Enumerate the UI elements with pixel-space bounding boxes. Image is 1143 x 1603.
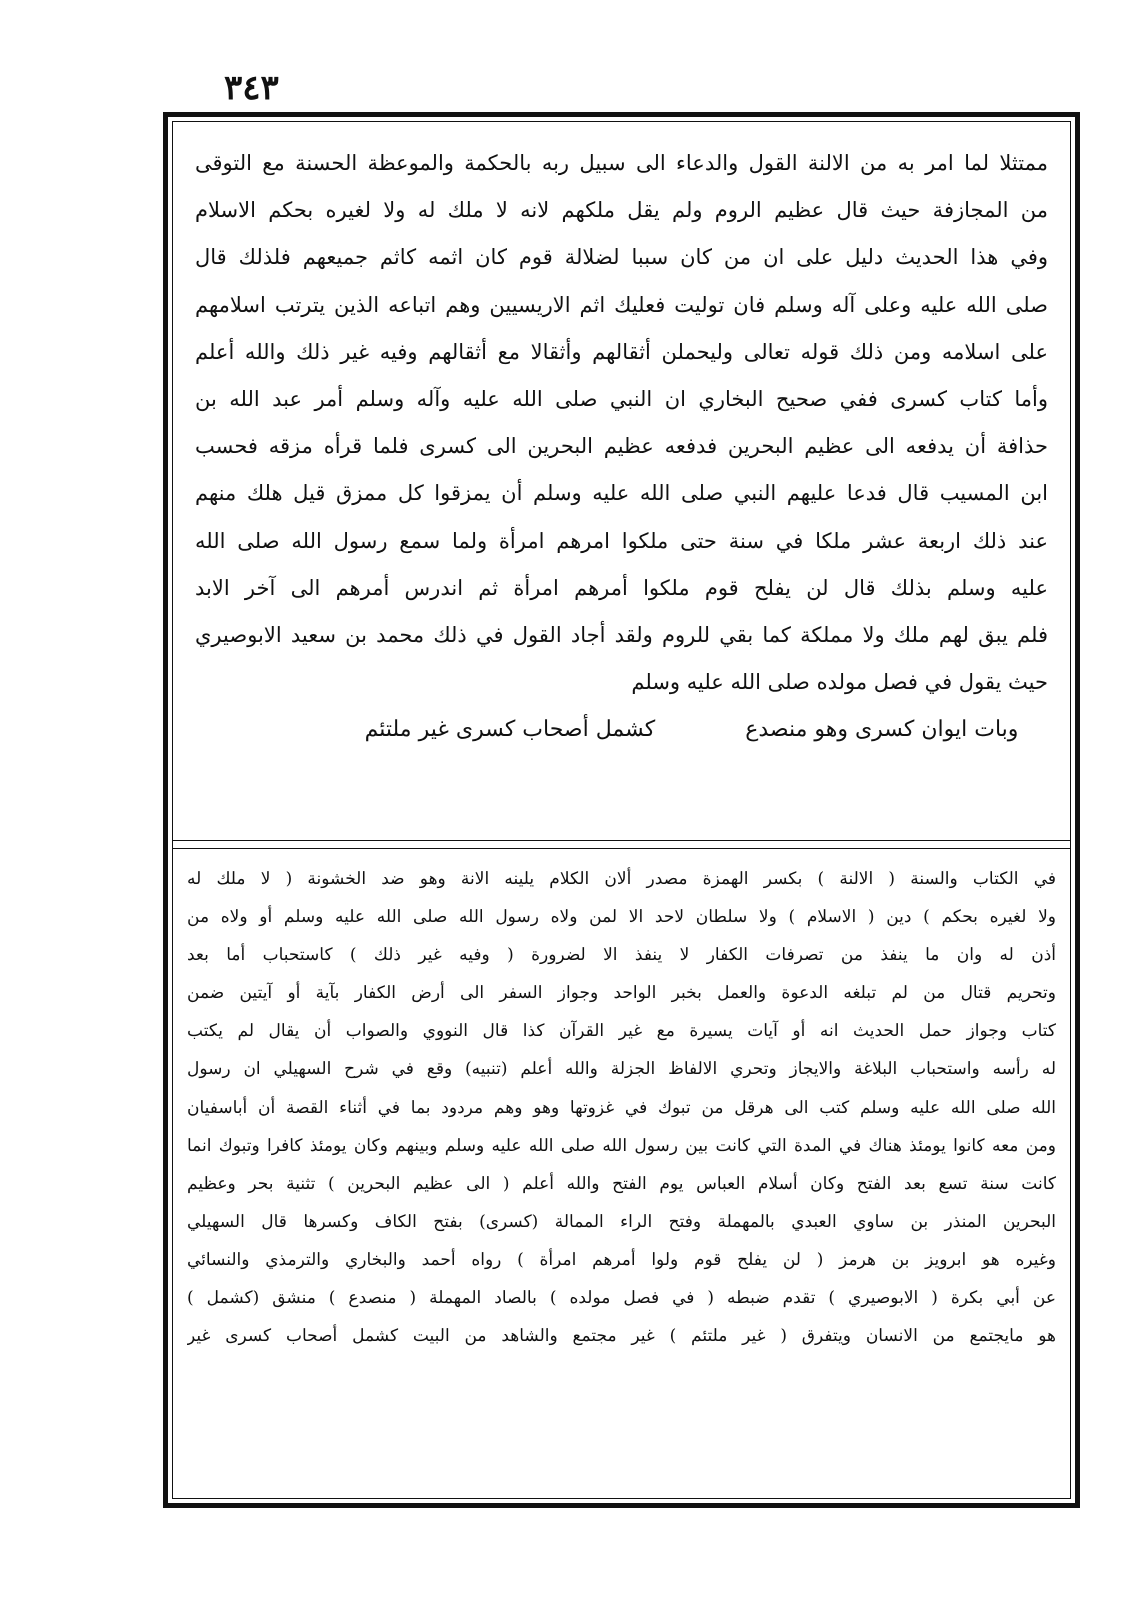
commentary-line: له رأسه واستحباب البلاغة والايجاز وتحري الالفاظ الجزلة والله أعلم (تنبيه) وقع في شرح السهيلي ان رسول — [187, 1059, 1056, 1080]
page-frame — [163, 112, 1080, 1508]
commentary-line: ولا لغيره بحكم ) دين ( الاسلام ) ولا سلطان لاحد الا لمن ولاه رسول الله صلى الله عليه وسلم أو ولاه من — [187, 907, 1056, 928]
page-frame-inner — [172, 121, 1071, 1499]
commentary-text — [187, 860, 1056, 1355]
verse-first-hemistich: وبات ايوان كسرى وهو منصدع — [745, 717, 1019, 743]
commentary-line: هو مايجتمع من الانسان ويتفرق ( غير ملتئم ) غير مجتمع والشاهد من البيت كشمل أصحاب كسرى غير — [187, 1326, 1056, 1347]
poetry-verse — [195, 706, 1048, 754]
main-text — [195, 140, 1048, 886]
main-text-line: عليه وسلم بذلك قال لن يفلح قوم ملكوا أمرهم امرأة ثم اندرس أمرهم الى آخر الابد — [195, 575, 1048, 600]
main-text-line: وفي هذا الحديث دليل على ان من كان سببا لضلالة قوم كان اثمه كاثم جميعهم فلذلك قال — [195, 245, 1048, 270]
commentary-line: وتحريم قتال من لم تبلغه الدعوة والعمل بخبر الواحد وجواز السفر الى أرض الكفار بآية أو آيتين ضمن — [187, 983, 1056, 1004]
commentary-line: كانت سنة تسع بعد الفتح وكان أسلام العباس يوم الفتح والله أعلم ( الى عظيم البحرين ) تثنية بحر وعظيم — [187, 1173, 1056, 1194]
verse-second-hemistich: كشمل أصحاب كسرى غير ملتئم — [364, 717, 656, 743]
main-text-line: ابن المسيب قال فدعا عليهم النبي صلى الله عليه وسلم أن يمزقوا كل ممزق قيل هلك منهم — [195, 481, 1048, 506]
page-number: ٣٤٣ — [224, 68, 279, 108]
commentary-line: عن أبي بكرة ( الابوصيري ) تقدم ضبطه ( في فصل مولده ) بالصاد المهملة ( منصدع ) منشق (كشمل ) — [187, 1288, 1056, 1309]
main-text-line: عند ذلك اربعة عشر ملكا في سنة حتى ملكوا امرهم امرأة ولما سمع رسول الله صلى الله — [195, 528, 1048, 553]
main-text-line: ممتثلا لما امر به من الالنة القول والدعاء الى سبيل ربه بالحكمة والموعظة الحسنة مع التوقى — [195, 151, 1048, 175]
main-text-line: فلم يبق لهم ملك ولا مملكة كما بقي للروم ولقد أجاد القول في ذلك محمد بن سعيد الابوصيري — [195, 622, 1048, 647]
separator-rule — [173, 840, 1070, 841]
main-text-line: على اسلامه ومن ذلك قوله تعالى وليحملن أثقالهم وأثقالا مع أثقالهم وفيه غير ذلك والله أعلم — [195, 339, 1048, 364]
main-text-line: من المجازفة حيث قال عظيم الروم ولم يقل ملكهم لانه لا ملك له ولا لغيره بحكم الاسلام — [195, 198, 1048, 223]
commentary-line: الله صلى الله عليه وسلم كتب الى هرقل من تبوك في غزوتها وهو وهم مردود بما في أثناء القصة أن أباسفيان — [187, 1097, 1056, 1118]
commentary-line: كتاب وجواز حمل الحديث انه أو آيات يسيرة مع غير القرآن كذا قال النووي والصواب أن يقال لم يكتب — [187, 1021, 1056, 1042]
commentary-line: البحرين المنذر بن ساوي العبدي بالمهملة وفتح الراء الممالة (كسرى) بفتح الكاف وكسرها قال السهيلي — [187, 1211, 1056, 1232]
separator-rule — [173, 848, 1070, 849]
commentary-line: ومن معه كانوا يومئذ هناك في المدة التي كانت بين رسول الله صلى الله عليه وسلم وبينهم وكان يومئذ كافرا وتبوك انما — [187, 1135, 1056, 1156]
commentary-line: وغيره هو ابرويز بن هرمز ( لن يفلح قوم ولوا أمرهم امرأة ) رواه أحمد والبخاري والترمذي والنسائي — [187, 1249, 1056, 1270]
commentary-line: أذن له وان ما ينفذ من تصرفات الكفار لا ينفذ الا لضرورة ( وفيه غير ذلك ) كاستحباب أما بعد — [187, 945, 1056, 966]
main-text-line: حيث يقول في فصل مولده صلى الله عليه وسلم — [631, 670, 1048, 695]
main-text-line: صلى الله عليه وعلى آله وسلم فان توليت فعليك اثم الاريسيين وهم اتباعه الذين يترتب اسلامهم — [195, 292, 1048, 317]
commentary-line: في الكتاب والسنة ( الالنة ) بكسر الهمزة مصدر ألان الكلام يلينه الانة وهو ضد الخشونة ( لا ملك له — [187, 869, 1056, 889]
main-text-line: حذافة أن يدفعه الى عظيم البحرين فدفعه عظيم البحرين الى كسرى فلما قرأه مزقه فحسب — [195, 434, 1048, 459]
main-text-line: وأما كتاب كسرى ففي صحيح البخاري ان النبي صلى الله عليه وآله وسلم أمر عبد الله بن — [195, 386, 1048, 411]
